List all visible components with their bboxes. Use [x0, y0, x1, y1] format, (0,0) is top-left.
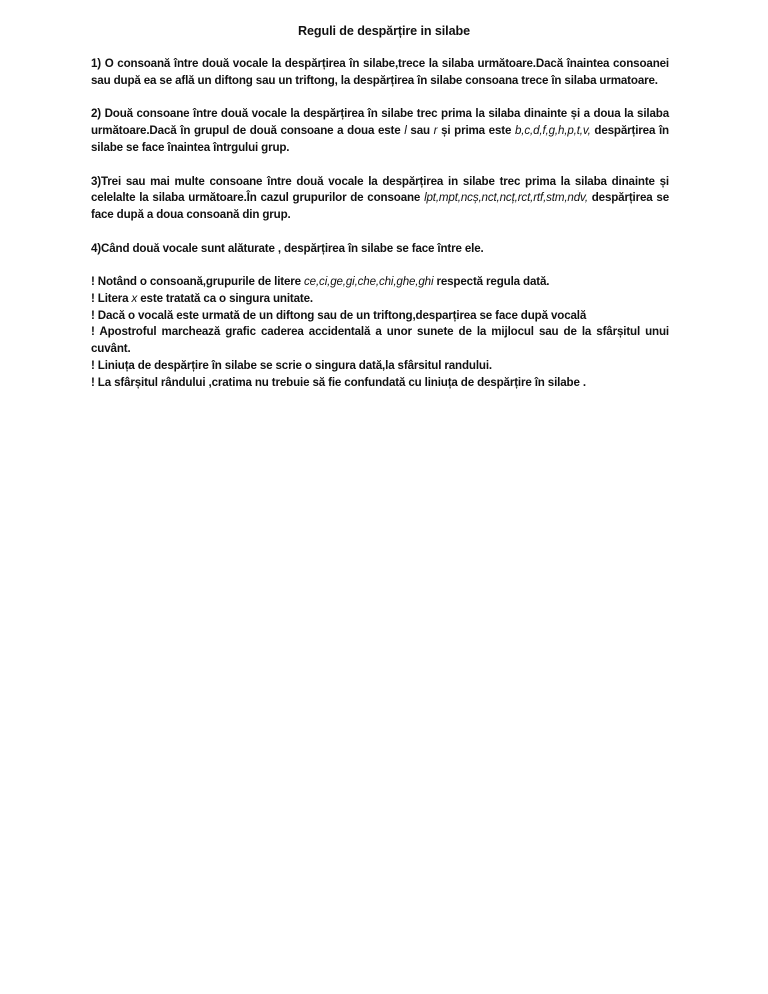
note-line: ! La sfârșitul rândului ,cratima nu trebuie să fie confundată cu liniuța de despărțire în silabe .: [91, 375, 586, 389]
note-line: ! Litera x este tratată ca o singura unitate.: [91, 292, 313, 306]
note-line: ! Dacă o vocală este urmată de un diftong sau de un triftong,desparțirea se face după vocală: [91, 308, 587, 322]
italic-term: ce,ci,ge,gi,che,chi,ghe,ghi: [304, 275, 434, 289]
note-line: ! Apostroful marchează grafic caderea accidentală a unor sunete de la mijlocul sau de la sfârșitul unui cuvânt.: [91, 325, 669, 356]
rule-paragraph: 4)Când două vocale sunt alăturate , despărțirea în silabe se face între ele.: [91, 241, 484, 255]
italic-term: lpt,mpt,ncș,nct,ncț,rct,rtf,stm,ndv,: [424, 191, 588, 205]
italic-term: r: [433, 124, 438, 138]
document-body: [91, 56, 669, 391]
note-line: ! Notând o consoană,grupurile de litere ce,ci,ge,gi,che,chi,ghe,ghi respectă regula dată.: [91, 275, 550, 289]
italic-term: l: [404, 124, 407, 138]
rule-paragraph: 1) O consoană între două vocale la despărțirea în silabe,trece la silaba următoare.Dacă înaintea consoanei sau după ea se află un diftong sau un triftong, la despărțirea în silabe consoana trece în silaba urmatoare.: [91, 57, 669, 87]
italic-term: x: [131, 292, 138, 306]
page-title: Reguli de despărțire in silabe: [298, 24, 470, 38]
italic-term: b,c,d,f,g,h,p,t,v,: [514, 124, 591, 138]
rule-paragraph: 2) Două consoane între două vocale la despărțirea în silabe trec prima la silaba dinainte și a doua la silaba următoare.Dacă în grupul de două consoane a doua este l sau r și prima este b,c,d,f,g,h,p,t,v, despărțirea în silabe se face înaintea întrgului grup.: [91, 107, 669, 154]
note-line: ! Liniuța de despărțire în silabe se scrie o singura dată,la sfârsitul randului.: [91, 358, 492, 372]
rule-paragraph: 3)Trei sau mai multe consoane între două vocale la despărțirea in silabe trec prima la silaba dinainte și celelalte la silaba următoare.În cazul grupurilor de consoane lpt,mpt,ncș,nct,ncț,rct,rtf,stm,ndv, despărțirea se face după a doua consoană din grup.: [91, 174, 669, 221]
notes-section: [91, 274, 669, 391]
rules-section: [91, 56, 669, 257]
